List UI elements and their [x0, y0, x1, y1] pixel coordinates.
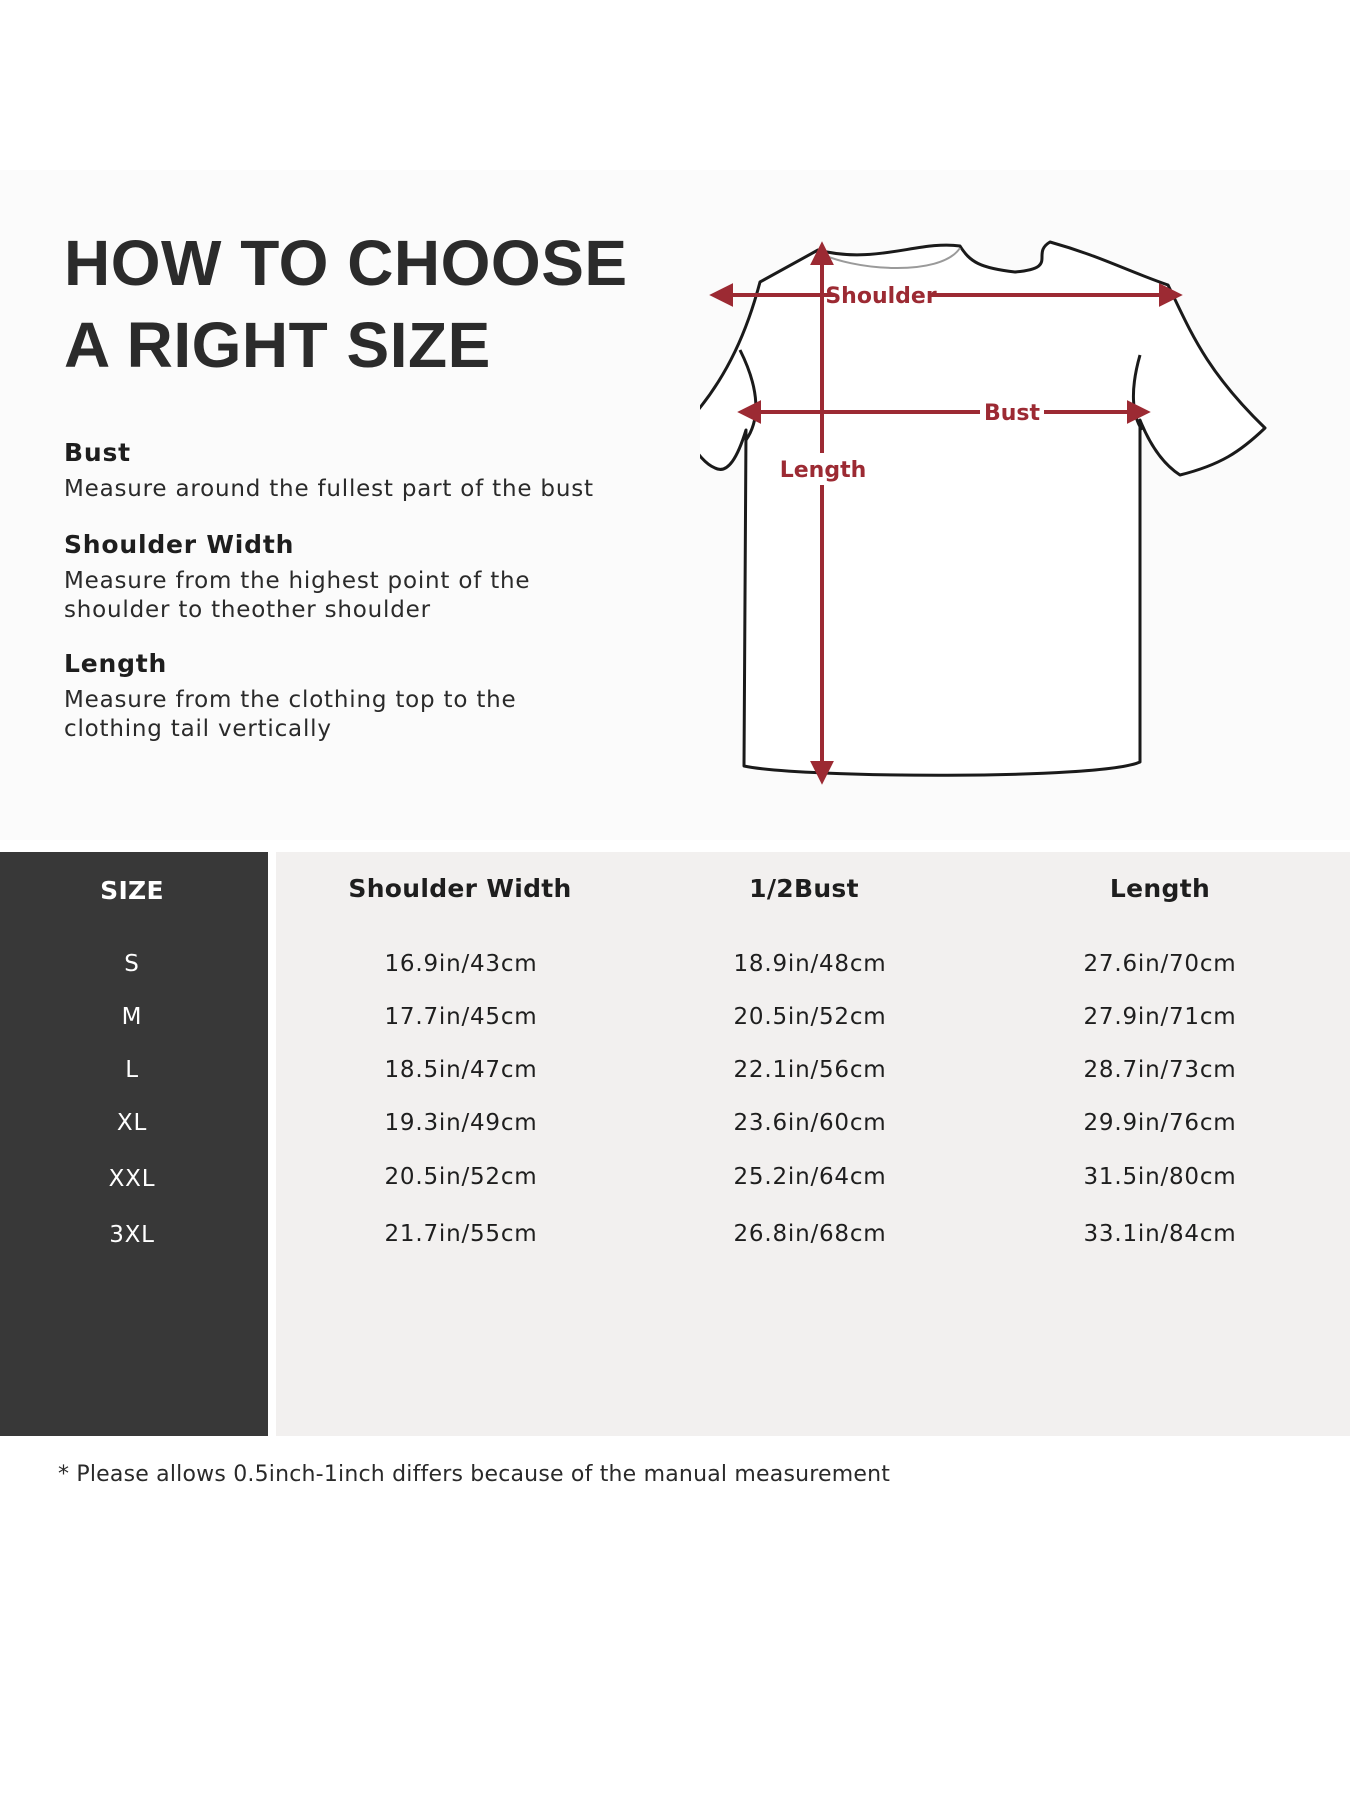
table-cell: 27.9in/71cm [1083, 1004, 1237, 1030]
bust-title: Bust [64, 438, 131, 467]
table-cell: 17.7in/45cm [384, 1004, 538, 1030]
table-cell: 20.5in/52cm [733, 1004, 887, 1030]
length-header: Length [1109, 874, 1211, 903]
table-cell: 18.5in/47cm [384, 1057, 538, 1083]
length-label: Length [779, 458, 867, 483]
table-cell: 33.1in/84cm [1083, 1221, 1237, 1247]
table-cell: 18.9in/48cm [733, 951, 887, 977]
shoulder-label: Shoulder [825, 284, 937, 309]
bust-instruction [64, 438, 624, 504]
table-cell: 16.9in/43cm [384, 951, 538, 977]
table-cell: 19.3in/49cm [384, 1110, 538, 1136]
length-text-line-1: Measure from the clothing top to the [64, 687, 517, 713]
size-label-l: L [125, 1057, 139, 1083]
size-label-m: M [121, 1004, 143, 1030]
table-cell: 31.5in/80cm [1083, 1164, 1237, 1190]
bust-label: Bust [983, 401, 1041, 426]
shoulder-instruction [64, 530, 624, 625]
page-title-line-1: HOW TO CHOOSE [64, 227, 628, 299]
size-label-xxl: XXL [108, 1166, 156, 1192]
bust-text: Measure around the fullest part of the bust [64, 476, 594, 502]
shoulder-text-line-2: shoulder to theother shoulder [64, 597, 431, 623]
measurement-footnote: * Please allows 0.5inch-1inch differs because of the manual measurement [58, 1462, 891, 1487]
size-table-background [276, 852, 1350, 1436]
half-bust-header: 1/2Bust [749, 874, 859, 903]
table-cell: 23.6in/60cm [733, 1110, 887, 1136]
table-cell: 21.7in/55cm [384, 1221, 538, 1247]
page-title-line-2: A RIGHT SIZE [64, 309, 491, 381]
page-title [64, 222, 628, 386]
table-cell: 25.2in/64cm [733, 1164, 887, 1190]
table-cell: 20.5in/52cm [384, 1164, 538, 1190]
size-label-3xl: 3XL [109, 1222, 155, 1248]
table-cell: 29.9in/76cm [1083, 1110, 1237, 1136]
size-header: SIZE [100, 876, 164, 905]
length-text-line-2: clothing tail vertically [64, 716, 332, 742]
length-title: Length [64, 649, 168, 678]
shoulder-text-line-1: Measure from the highest point of the [64, 568, 531, 594]
t-shirt-outline-icon [700, 242, 1265, 775]
table-cell: 22.1in/56cm [733, 1057, 887, 1083]
shoulder-title: Shoulder Width [64, 530, 295, 559]
shoulder-width-header: Shoulder Width [348, 874, 572, 903]
length-instruction [64, 649, 624, 744]
size-column-background [0, 852, 268, 1436]
table-cell: 27.6in/70cm [1083, 951, 1237, 977]
size-label-s: S [124, 951, 140, 977]
size-label-xl: XL [116, 1110, 148, 1136]
table-cell: 28.7in/73cm [1083, 1057, 1237, 1083]
table-cell: 26.8in/68cm [733, 1221, 887, 1247]
t-shirt-diagram [700, 230, 1300, 800]
